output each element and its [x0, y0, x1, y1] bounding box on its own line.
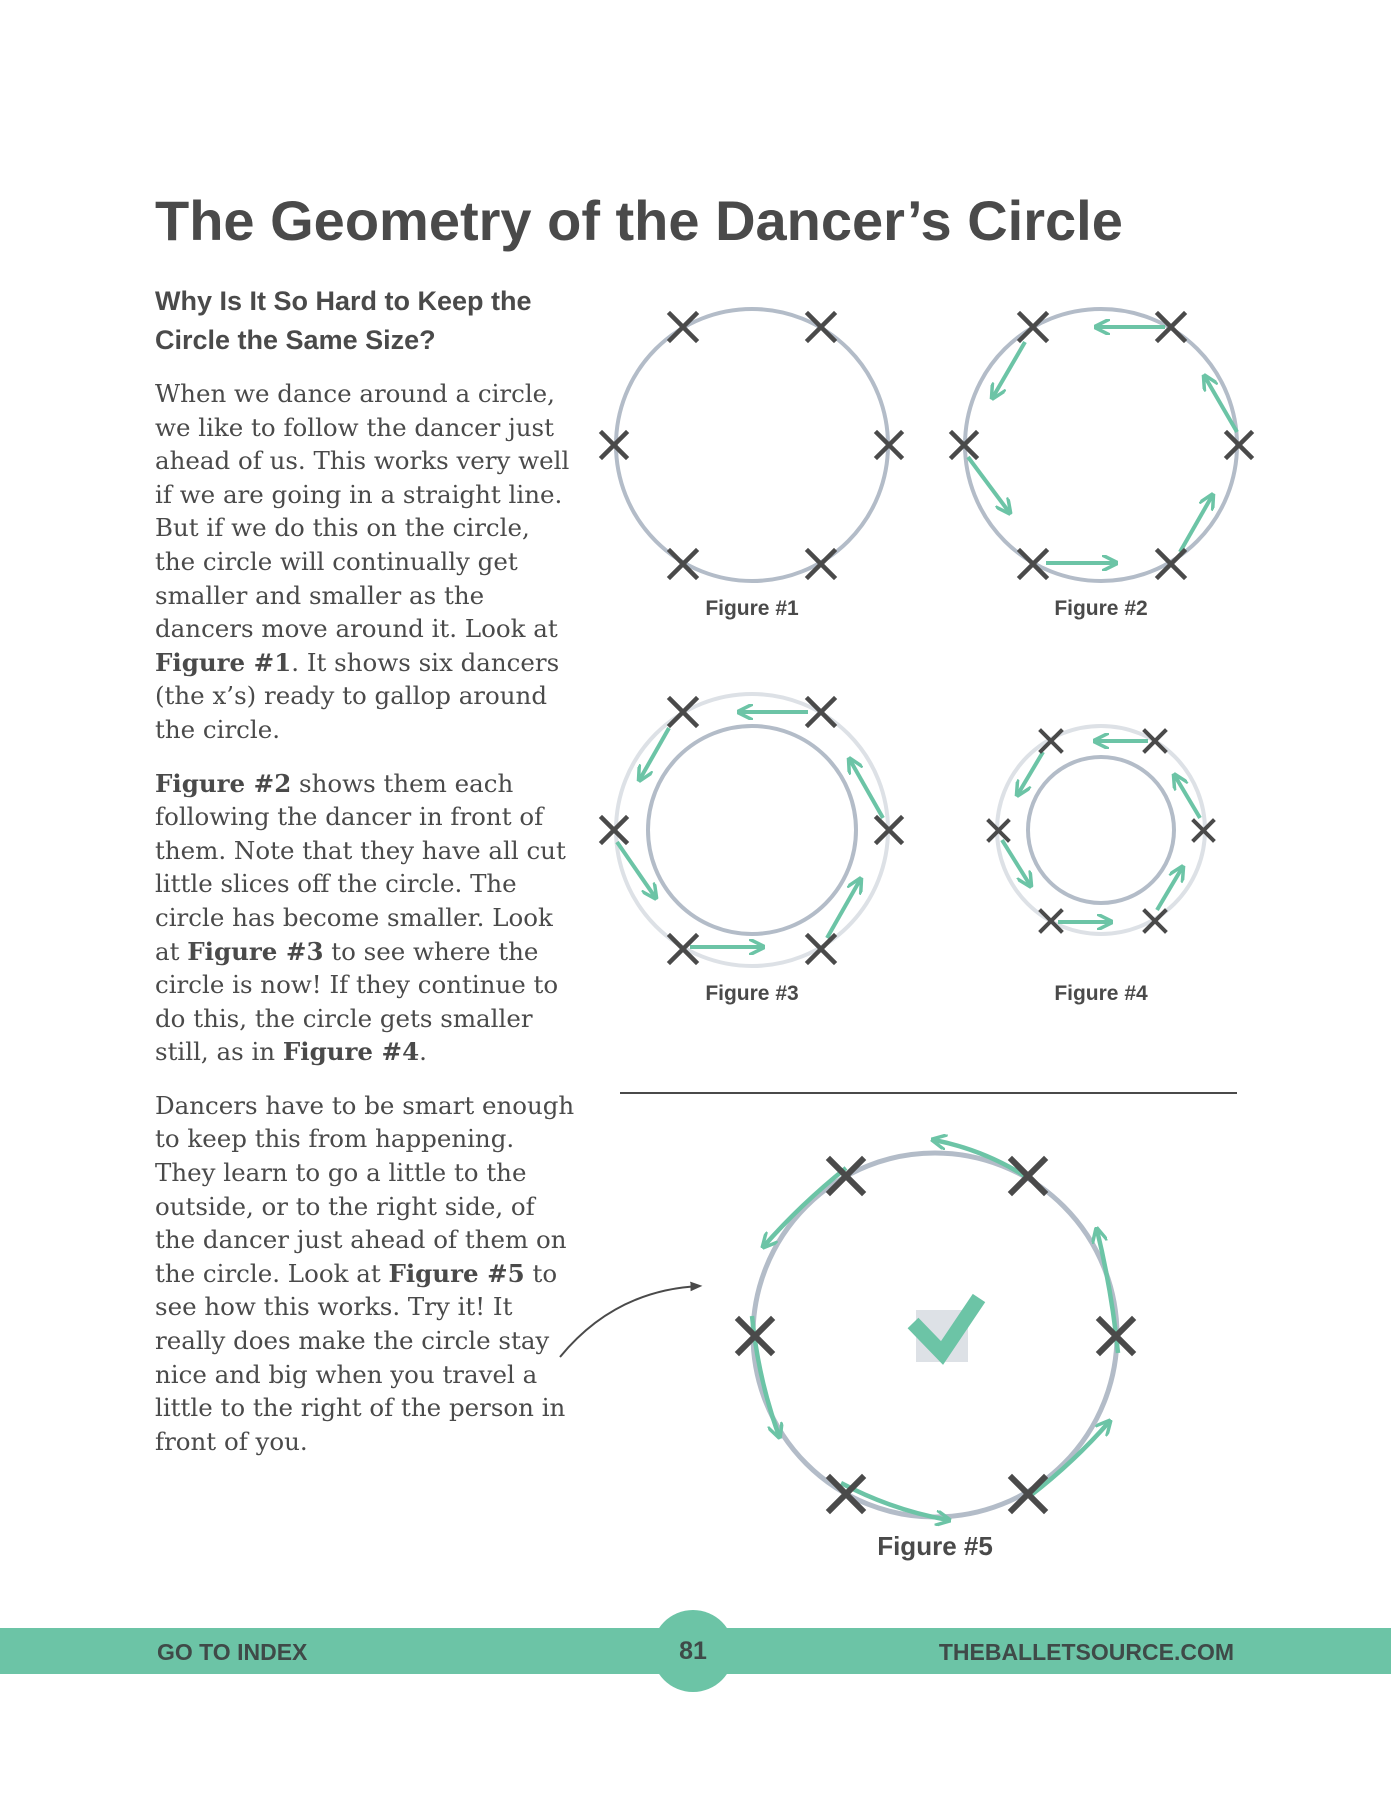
text-run: shows them each following the dancer in front of them. Note that they have all cut little slices off the circle. The circle has become smaller. Look at: [155, 768, 566, 966]
page-number: 81: [679, 1637, 707, 1665]
figure-4-label: Figure #4: [1054, 982, 1148, 1005]
go-to-index-link[interactable]: GO TO INDEX: [157, 1639, 308, 1665]
dancer-x-marker: [952, 314, 1251, 577]
text-run: When we dance around a circle, we like to follow the dancer just ahead of us. This works very well if we are going in a straight line. But if we do this on the circle, the circle will continually get smaller and smaller as the dancers move around it. Look at: [155, 379, 570, 644]
figure-reference: Figure #4: [282, 1037, 420, 1067]
figure-5: [739, 1140, 1132, 1561]
checkmark-icon: [913, 1298, 979, 1362]
text-run: . It shows six dancers (the x’s) ready to gallop around the circle.: [155, 647, 560, 744]
figure-3-label: Figure #3: [705, 982, 799, 1005]
figure-2: [952, 309, 1251, 620]
figure-reference: Figure #5: [388, 1258, 525, 1288]
figure-4: [989, 726, 1213, 1005]
figure-3: [602, 694, 901, 1005]
text-run: .: [419, 1037, 427, 1067]
figure-reference: Figure #1: [155, 647, 292, 677]
website-link[interactable]: THEBALLETSOURCE.COM: [938, 1639, 1234, 1665]
dancer-x-marker: [602, 314, 901, 577]
pointer-arrow: [560, 1286, 700, 1357]
figure-1: [602, 309, 901, 620]
figure-reference: Figure #2: [155, 768, 292, 798]
text-run: to see where the circle is now! If they continue to do this, the circle gets smaller still, as in: [155, 936, 559, 1067]
text-run: Dancers have to be smart enough to keep this from happening. They learn to go a little to the outside, or to the right side, of the dancer just ahead of them on the circle. Look at: [155, 1090, 575, 1288]
figure-2-label: Figure #2: [1054, 597, 1148, 620]
movement-arrow: [1002, 741, 1200, 922]
text-run: to see how this works. Try it! It really does make the circle stay nice and big when you travel a little to the right of the person in front of you.: [155, 1258, 566, 1456]
figure-5-label: Figure #5: [877, 1531, 993, 1561]
figure-reference: Figure #3: [187, 936, 324, 966]
figure-1-label: Figure #1: [705, 597, 799, 620]
section-subheading: Why Is It So Hard to Keep the Circle the Same Size?: [155, 286, 532, 355]
movement-arrow: [968, 327, 1237, 563]
movement-arrow: [617, 712, 883, 947]
page-title: The Geometry of the Dancer’s Circle: [155, 189, 1123, 252]
